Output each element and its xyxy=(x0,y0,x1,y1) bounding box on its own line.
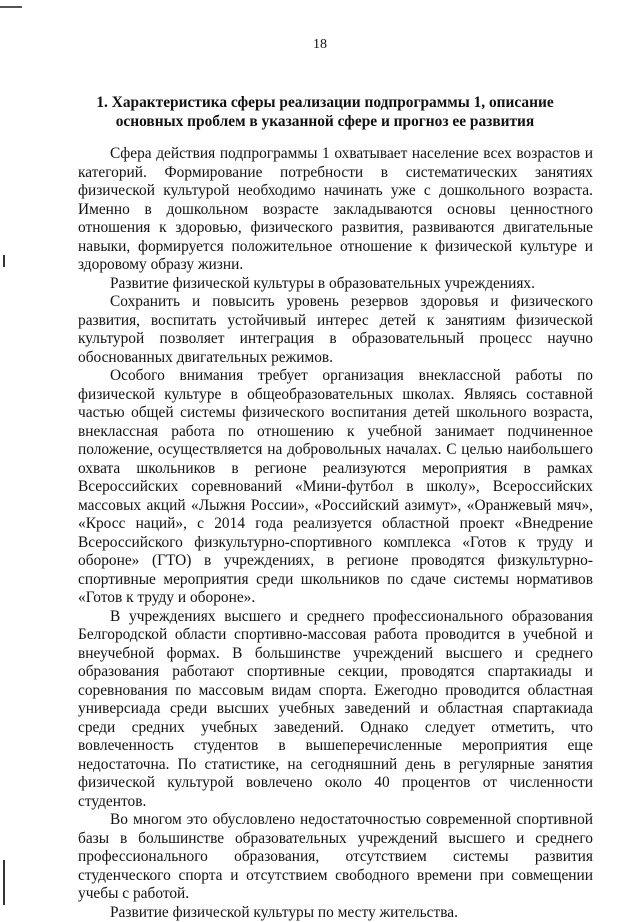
scan-edge-mark xyxy=(3,860,5,905)
scan-edge-mark xyxy=(3,255,5,267)
paragraph: Особого внимания требует организация внеклассной работы по физической культуре в общеобразовательных школах. Являясь составной частью общей системы физического воспитания детей школьного возраста, внеклассная работа по отношению к учебной занимает подчиненное положение, осуществляется на добровольных началах. С целью наибольшего охвата школьников в регионе реализуются мероприятия в рамках Всероссийских соревнований «Мини-футбол в школу», Всероссийских массовых акций «Лыжня России», «Российский азимут», «Оранжевый мяч», «Кросс наций», с 2014 года реализуется областной проект «Внедрение Всероссийского физкультурно-спортивного комплекса «Готов к труду и обороне» (ГТО) в учреждениях, в регионе проводятся физкультурно-спортивные мероприятия среди школьников по сдаче системы нормативов «Готов к труду и обороне». xyxy=(78,367,593,608)
scan-corner-mark xyxy=(0,0,22,8)
paragraph: Сфера действия подпрограммы 1 охватывает население всех возрастов и категорий. Формирование потребности в систематических занятиях физической культурой необходимо начинать уже с дошкольного возраста. Именно в дошкольном возрасте закладываются основы ценностного отношения к здоровью, физического развития, развиваются двигательные навыки, формируется положительное отношение к физической культуре и здоровому образу жизни. xyxy=(78,145,593,275)
page-number: 18 xyxy=(0,37,640,53)
section-heading: 1. Характеристика сферы реализации подпрограммы 1, описание основных проблем в указанной сфере и прогноз ее развития xyxy=(95,93,555,131)
paragraph: Развитие физической культуры в образовательных учреждениях. xyxy=(78,275,593,294)
paragraph: В учреждениях высшего и среднего профессионального образования Белгородской области спортивно-массовая работа проводится в учебной и внеучебной формах. В большинстве учреждений высшего и среднего образования работают спортивные секции, проводятся спартакиады и соревнования по массовым видам спорта. Ежегодно проводится областная универсиада среди высших учебных заведений и областная спартакиада среди средних учебных заведений. Однако следует отметить, что вовлеченность студентов в вышеперечисленные мероприятия еще недостаточна. По статистике, на сегодняшний день в регулярные занятия физической культурой вовлечено около 40 процентов от численности студентов. xyxy=(78,608,593,812)
paragraph: Развитие физической культуры по месту жительства. xyxy=(78,904,593,922)
body-text xyxy=(78,145,593,922)
paragraph: Во многом это обусловлено недостаточностью современной спортивной базы в большинстве образовательных учреждений высшего и среднего профессионального образования, отсутствием системы развития студенческого спорта и отсутствием свободного времени при совмещении учебы с работой. xyxy=(78,811,593,904)
paragraph: Сохранить и повысить уровень резервов здоровья и физического развития, воспитать устойчивый интерес детей к занятиям физической культурой позволяет интеграция в образовательный процесс научно обоснованных двигательных режимов. xyxy=(78,293,593,367)
